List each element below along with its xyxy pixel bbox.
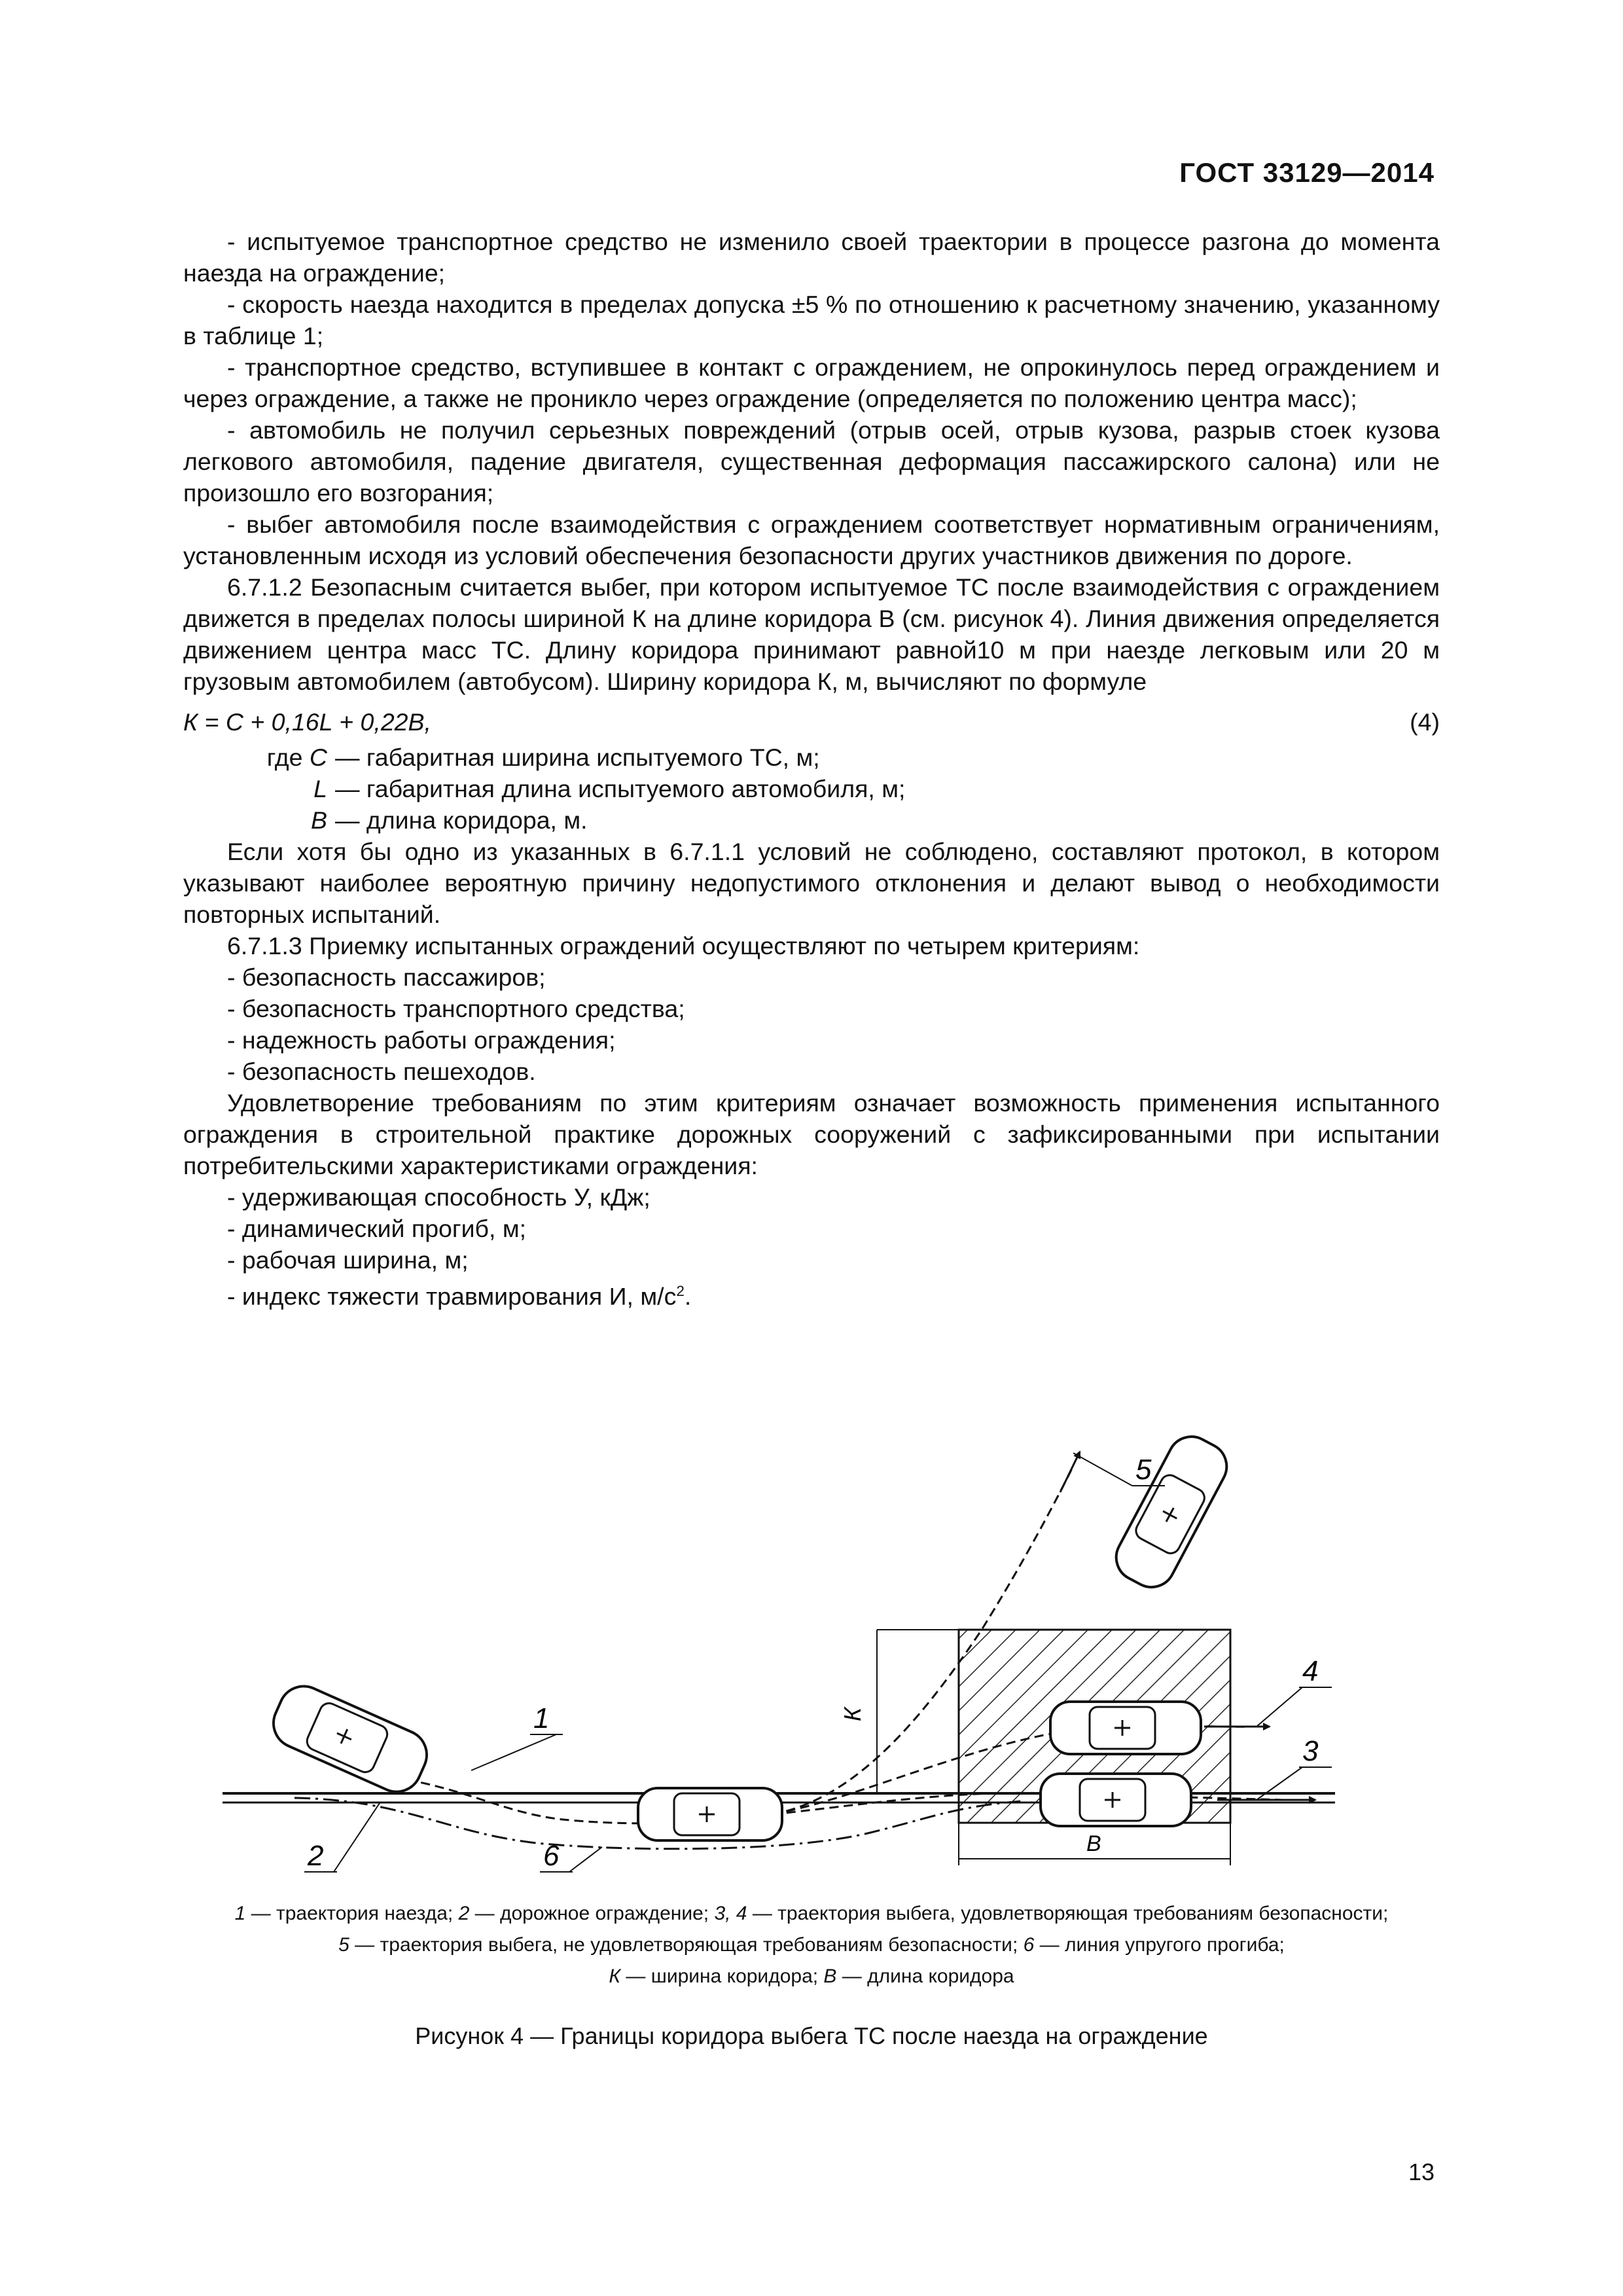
- list-item: - безопасность транспортного средства;: [227, 995, 685, 1022]
- where-row: [183, 804, 1440, 836]
- where-row: [183, 742, 1440, 773]
- list-item: - безопасность пешеходов.: [227, 1058, 536, 1085]
- where-symbol: В: [310, 806, 327, 834]
- car-exit-5-icon: [1108, 1428, 1235, 1595]
- label-6: 6: [543, 1840, 560, 1872]
- list-item: - испытуемое транспортное средство не изменило своей траектории в процессе разгона до момента наезда на ограждение;: [183, 228, 1440, 287]
- figure-legend: [98, 1898, 1525, 1992]
- legend-line: [98, 1898, 1525, 1929]
- where-desc: — габаритная ширина испытуемого ТС, м;: [335, 744, 820, 771]
- label-4: 4: [1302, 1655, 1319, 1687]
- legend-num: 6: [1023, 1934, 1035, 1956]
- legend-text: — длина коридора: [836, 1965, 1014, 1987]
- where-row: [183, 773, 1440, 804]
- label-1: 1: [533, 1702, 550, 1734]
- leader-line-2: [334, 1803, 380, 1872]
- figure-title: Рисунок 4 — Границы коридора выбега ТС после наезда на ограждение: [415, 2022, 1208, 2049]
- list-item: - рабочая ширина, м;: [227, 1246, 469, 1274]
- leader-line-1: [471, 1734, 556, 1770]
- label-2: 2: [308, 1840, 324, 1872]
- superscript: 2: [676, 1283, 685, 1299]
- car-impact-icon: [638, 1788, 782, 1840]
- legend-text: — траектория выбега, не удовлетворяющая требованиям безопасности;: [349, 1934, 1024, 1956]
- legend-num: В: [823, 1965, 837, 1987]
- list-item: [183, 1276, 1440, 1312]
- label-b: В: [1086, 1831, 1101, 1856]
- where-desc: — габаритная длина испытуемого автомобиля, м;: [335, 775, 906, 802]
- where-desc: — длина коридора, м.: [335, 806, 588, 834]
- where-sym-text: С: [309, 744, 327, 771]
- legend-num: К: [609, 1965, 621, 1987]
- list-item: - автомобиль не получил серьезных повреждений (отрыв осей, отрыв кузова, разрыв стоек кузова легкового автомобиля, падение двигателя, существенная деформация пассажирского салона) или не произошло его возгорания;: [183, 416, 1440, 507]
- paragraph-6712: 6.7.1.2 Безопасным считается выбег, при котором испытуемое ТС после взаимодействия с ограждением движется в пределах полосы шириной К на длине коридора В (см. рисунок 4). Линия движения определяется движением центра масс ТС. Длину коридора принимают равной10 м при наезде легковым или 20 м грузовым автомобилем (автобусом). Ширину коридора К, м, вычисляют по формуле: [183, 573, 1440, 695]
- leader-line-6: [569, 1847, 602, 1872]
- legend-num: 3, 4: [714, 1903, 747, 1924]
- trajectory-5-arrow: [1060, 1452, 1080, 1492]
- label-3: 3: [1302, 1735, 1319, 1767]
- list-item-end: .: [684, 1282, 692, 1310]
- where-symbol: L: [313, 775, 327, 802]
- leader-line-4: [1257, 1687, 1302, 1727]
- list-item: - транспортное средство, вступившее в контакт с ограждением, не опрокинулось перед ограждением и через ограждение, а также не проникло через ограждение (определяется по положению центра масс);: [183, 353, 1440, 412]
- formula-text: К = С + 0,16L + 0,22В,: [183, 708, 431, 736]
- car-approach-icon: [266, 1678, 435, 1799]
- legend-text: — дорожное ограждение;: [469, 1903, 715, 1924]
- body-text: [183, 226, 1440, 1312]
- list-item: - выбег автомобиля после взаимодействия с ограждением соответствует нормативным ограничениям, установленным исходя из условий обеспечения безопасности других участников движения по дороге.: [183, 511, 1440, 569]
- where-lead: где: [266, 744, 303, 771]
- leader-line-5: [1073, 1453, 1132, 1486]
- list-item: - надежность работы ограждения;: [227, 1026, 616, 1054]
- list-item: - удерживающая способность У, кДж;: [227, 1183, 651, 1211]
- legend-text: — траектория выбега, удовлетворяющая требованиям безопасности;: [747, 1903, 1389, 1924]
- legend-line: [98, 1929, 1525, 1961]
- where-symbol: [183, 742, 335, 773]
- legend-text: — ширина коридора;: [620, 1965, 824, 1987]
- formula-number: (4): [1410, 708, 1440, 736]
- list-item: - безопасность пассажиров;: [227, 963, 546, 991]
- leader-line-3: [1257, 1767, 1302, 1800]
- paragraph-if: Если хотя бы одно из указанных в 6.7.1.1 условий не соблюдено, составляют протокол, в котором указывают наиболее вероятную причину недопустимого отклонения и делают вывод о необходимости повторных испытаний.: [183, 838, 1440, 928]
- page-number: 13: [1408, 2159, 1435, 2185]
- legend-line: [98, 1961, 1525, 1992]
- paragraph-6713: 6.7.1.3 Приемку испытанных ограждений осуществляют по четырем критериям:: [227, 932, 1140, 960]
- list-item-text: - индекс тяжести травмирования И, м/с: [227, 1282, 677, 1310]
- list-item: - скорость наезда находится в пределах допуска ±5 % по отношению к расчетному значению, указанному в таблице 1;: [183, 291, 1440, 350]
- formula: [183, 706, 1440, 738]
- legend-num: 2: [458, 1903, 470, 1924]
- legend-text: — линия упругого прогиба;: [1034, 1934, 1285, 1956]
- legend-text: — траектория наезда;: [245, 1903, 459, 1924]
- legend-num: 1: [234, 1903, 246, 1924]
- car-exit-4-icon: [1050, 1702, 1201, 1754]
- label-5: 5: [1135, 1454, 1152, 1486]
- document-header: ГОСТ 33129—2014: [1179, 157, 1435, 188]
- paragraph-satisfy: Удовлетворение требованиям по этим критериям означает возможность применения испытанного ограждения в строительной практике дорожных сооружений с зафиксированными при испытании потребительскими характеристиками ограждения:: [183, 1089, 1440, 1179]
- car-exit-3-icon: [1041, 1774, 1191, 1826]
- label-k: К: [839, 1707, 866, 1721]
- legend-num: 5: [338, 1934, 349, 1956]
- corridor-figure: [196, 1414, 1374, 1885]
- list-item: - динамический прогиб, м;: [227, 1215, 527, 1242]
